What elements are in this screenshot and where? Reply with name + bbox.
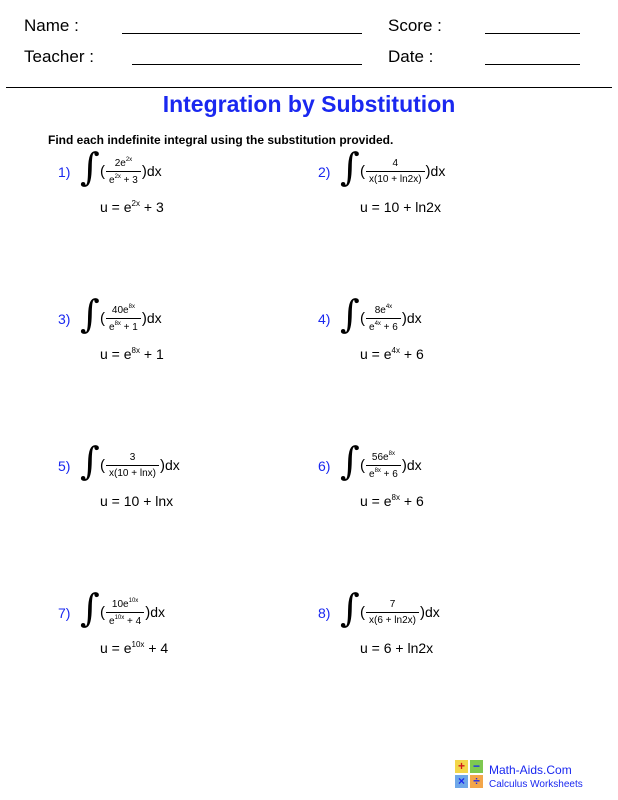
substitution-tail: + 6	[399, 346, 424, 362]
denominator-base: e	[109, 174, 115, 186]
problem-5	[58, 439, 318, 525]
denominator-exponent: 4x	[374, 320, 381, 327]
numerator-base: 7	[389, 598, 396, 610]
differential: dx	[146, 163, 162, 179]
integral-sign: ∫	[340, 439, 360, 483]
close-paren: )	[401, 309, 407, 327]
score-field-line[interactable]	[485, 33, 580, 34]
substitution-tail: + 4	[144, 640, 169, 656]
substitution-exponent: 8x	[131, 346, 140, 355]
denominator	[366, 171, 425, 185]
denominator-tail: + 4	[124, 615, 142, 627]
date-label: Date :	[388, 47, 434, 66]
substitution	[360, 493, 424, 509]
differential: dx	[146, 310, 162, 326]
numerator	[109, 304, 138, 318]
integral-sign: ∫	[340, 292, 360, 336]
denominator-base: x(10 + lnx)	[109, 467, 156, 479]
open-paren: (	[100, 603, 105, 621]
close-paren: )	[141, 309, 147, 327]
substitution-tail: + 6	[399, 493, 424, 509]
fraction	[106, 157, 141, 186]
denominator-base: x(6 + ln2x)	[369, 614, 416, 626]
close-paren: )	[141, 162, 147, 180]
substitution-base: u = e	[100, 640, 132, 656]
name-field-line[interactable]	[122, 33, 362, 34]
numerator-exponent: 8x	[128, 303, 135, 310]
problem-number: 3)	[58, 311, 71, 327]
integral-sign: ∫	[80, 145, 100, 189]
integrand	[100, 298, 162, 338]
numerator-base: 40e	[111, 304, 129, 316]
header-divider	[6, 87, 612, 88]
problem-number: 2)	[318, 164, 331, 180]
close-paren: )	[419, 603, 425, 621]
open-paren: (	[100, 162, 105, 180]
problem-6	[318, 439, 578, 525]
numerator	[109, 598, 141, 612]
fraction	[366, 599, 419, 626]
logo-times: ×	[455, 775, 468, 788]
substitution-base: u = e	[360, 493, 392, 509]
substitution-base: u = e	[100, 346, 132, 362]
substitution-tail: + 3	[139, 199, 164, 215]
close-paren: )	[145, 603, 151, 621]
integrand	[100, 445, 180, 485]
denominator-base: e	[109, 615, 115, 627]
substitution	[360, 346, 424, 362]
substitution-base: u = 10 + lnx	[100, 493, 174, 509]
numerator-base: 4	[392, 157, 399, 169]
open-paren: (	[100, 456, 105, 474]
open-paren: (	[360, 603, 365, 621]
numerator	[387, 599, 399, 612]
problem-8	[318, 586, 578, 672]
denominator-base: e	[109, 321, 115, 333]
differential: dx	[430, 163, 446, 179]
integral-sign: ∫	[80, 292, 100, 336]
brand-name: Math-Aids.Com	[489, 763, 572, 777]
substitution-exponent: 4x	[391, 346, 400, 355]
integrand	[360, 445, 422, 485]
date-field-line[interactable]	[485, 64, 580, 65]
numerator	[369, 451, 398, 465]
numerator-exponent: 8x	[388, 450, 395, 457]
open-paren: (	[360, 456, 365, 474]
fraction	[366, 304, 401, 333]
substitution-exponent: 2x	[131, 199, 140, 208]
denominator-tail: + 6	[380, 321, 398, 333]
numerator-exponent: 2x	[125, 156, 133, 163]
numerator-base: 3	[129, 451, 136, 463]
brand-subtitle: Calculus Worksheets	[489, 779, 583, 790]
problem-4	[318, 292, 578, 378]
integrand	[360, 151, 445, 191]
integral-sign: ∫	[340, 145, 360, 189]
substitution-base: u = 6 + ln2x	[360, 640, 434, 656]
worksheet-title: Integration by Substitution	[162, 91, 456, 117]
fraction	[106, 304, 141, 333]
denominator-tail: + 1	[120, 321, 138, 333]
problem-3	[58, 292, 318, 378]
problem-number: 8)	[318, 605, 331, 621]
denominator	[106, 318, 141, 333]
denominator	[366, 465, 401, 480]
integrand	[360, 592, 440, 632]
denominator-tail: + 6	[380, 468, 398, 480]
substitution	[100, 640, 168, 656]
denominator-exponent: 2x	[114, 173, 121, 180]
denominator-base: e	[369, 321, 375, 333]
numerator-exponent: 4x	[385, 303, 393, 310]
name-label: Name :	[24, 16, 79, 35]
numerator-base: 56e	[371, 451, 389, 463]
differential: dx	[406, 457, 422, 473]
denominator	[366, 318, 401, 333]
fraction	[366, 451, 401, 480]
numerator	[112, 157, 135, 171]
substitution	[360, 640, 433, 656]
denominator-tail: + 3	[120, 174, 138, 186]
problem-7	[58, 586, 318, 672]
numerator-base: 10e	[111, 598, 129, 610]
numerator-base: 2e	[114, 157, 126, 169]
problem-number: 5)	[58, 458, 71, 474]
teacher-label: Teacher :	[24, 47, 94, 66]
open-paren: (	[100, 309, 105, 327]
denominator-exponent: 8x	[114, 320, 121, 327]
fraction	[106, 452, 159, 479]
problem-number: 1)	[58, 164, 71, 180]
numerator	[127, 452, 139, 465]
denominator	[106, 465, 159, 479]
denominator-exponent: 10x	[114, 614, 125, 621]
substitution-exponent: 10x	[131, 640, 145, 649]
substitution	[100, 346, 164, 362]
integrand	[360, 298, 422, 338]
substitution-base: u = 10 + ln2x	[360, 199, 441, 215]
problem-number: 7)	[58, 605, 71, 621]
substitution-exponent: 8x	[391, 493, 400, 502]
logo-divide: ÷	[470, 775, 483, 788]
denominator-base: e	[369, 468, 375, 480]
differential: dx	[406, 310, 422, 326]
integral-sign: ∫	[340, 586, 360, 630]
problem-2	[318, 145, 578, 231]
open-paren: (	[360, 309, 365, 327]
integrand	[100, 592, 165, 632]
differential: dx	[150, 604, 166, 620]
substitution-base: u = e	[360, 346, 392, 362]
denominator-base: x(10 + ln2x)	[369, 173, 422, 185]
instructions: Find each indefinite integral using the substitution provided.	[48, 133, 394, 147]
numerator	[372, 304, 395, 318]
substitution-base: u = e	[100, 199, 132, 215]
substitution	[100, 493, 173, 509]
teacher-field-line[interactable]	[132, 64, 362, 65]
denominator	[106, 171, 141, 186]
problem-number: 4)	[318, 311, 331, 327]
open-paren: (	[360, 162, 365, 180]
substitution-tail: + 1	[139, 346, 164, 362]
fraction	[366, 158, 425, 185]
denominator-exponent: 8x	[374, 467, 381, 474]
fraction	[106, 598, 144, 627]
close-paren: )	[401, 456, 407, 474]
logo-plus: +	[455, 760, 468, 773]
denominator	[366, 612, 419, 626]
problem-number: 6)	[318, 458, 331, 474]
logo-minus: −	[470, 760, 483, 773]
substitution	[100, 199, 164, 215]
substitution	[360, 199, 441, 215]
numerator-base: 8e	[374, 304, 386, 316]
close-paren: )	[159, 456, 165, 474]
math-aids-logo-icon	[455, 760, 483, 788]
denominator	[106, 612, 144, 627]
integral-sign: ∫	[80, 586, 100, 630]
close-paren: )	[425, 162, 431, 180]
integrand	[100, 151, 162, 191]
differential: dx	[164, 457, 180, 473]
numerator-exponent: 10x	[128, 597, 139, 604]
numerator	[389, 158, 401, 171]
problem-1	[58, 145, 318, 231]
integral-sign: ∫	[80, 439, 100, 483]
score-label: Score :	[388, 16, 442, 35]
differential: dx	[424, 604, 440, 620]
